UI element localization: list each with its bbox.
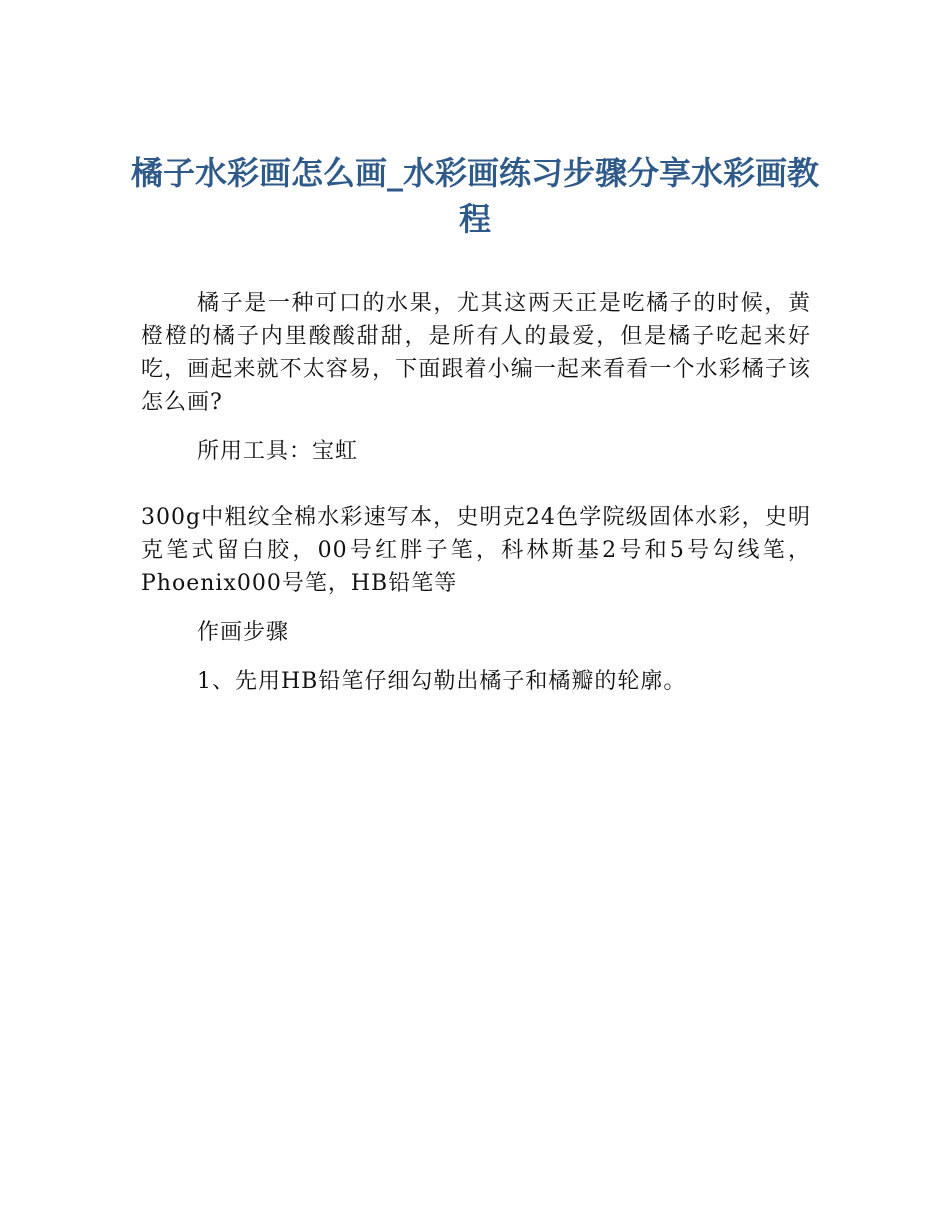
- tools-label-paragraph: 所用工具：宝虹: [197, 439, 359, 464]
- steps-heading-paragraph: 作画步骤: [197, 620, 290, 645]
- document-title: 橘子水彩画怎么画_水彩画练习步骤分享水彩画教程: [130, 154, 819, 238]
- document-body: [141, 287, 811, 698]
- step-1-paragraph: 1、先用HB铅笔仔细勾勒出橘子和橘瓣的轮廓。: [197, 669, 687, 694]
- tools-list-paragraph: 300g中粗纹全棉水彩速写本，史明克24色学院级固体水彩，史明克笔式留白胶，00号红胖子笔，科林斯基2号和5号勾线笔，Phoenix000号笔，HB铅笔等: [141, 505, 811, 596]
- intro-paragraph: 橘子是一种可口的水果，尤其这两天正是吃橘子的时候，黄橙橙的橘子内里酸酸甜甜，是所有人的最爱，但是橘子吃起来好吃，画起来就不太容易，下面跟着小编一起来看看一个水彩橘子该怎么画?: [141, 291, 811, 415]
